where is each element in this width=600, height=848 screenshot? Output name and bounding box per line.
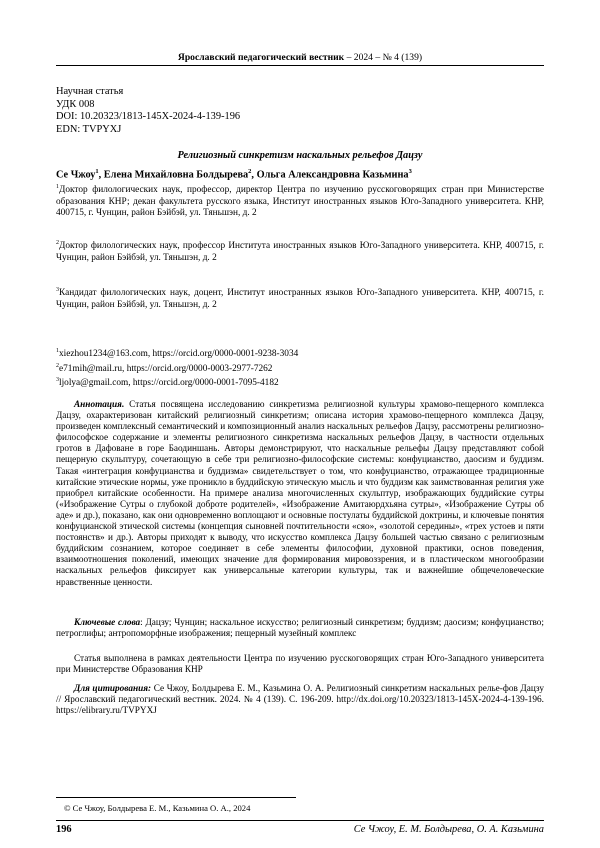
affiliation-text: Доктор филологических наук, профессор Института иностранных языков Юго-Западного университета. КНР, 400715, г. Чунцин, район Бэйбэй, ул. Тяньшэн, д. 2 [56, 241, 544, 263]
contact-superscript: 2 [56, 362, 59, 369]
author-name: Се Чжоу [56, 169, 96, 181]
affiliation-text: Доктор филологических наук, профессор, директор Центра по изучению русскоговорящих стран при Министерстве образования КНР; декан факультета русского языка, Институт иностранных языков Юго-Западного университета. КНР, 400715, г. Чунцин, район Бэйбэй, ул. Тяньшэн, д. 2 [56, 185, 544, 218]
contact-superscript: 3 [56, 377, 59, 383]
keywords [56, 618, 544, 640]
author-name: Ольга Александровна Казьмина [256, 169, 409, 181]
header-divider [56, 65, 544, 66]
footnote-divider [56, 797, 296, 798]
contact-list [56, 346, 544, 390]
author-superscript: 2 [248, 168, 252, 175]
contact-item [56, 375, 544, 390]
journal-issue: – 2024 – № 4 (139) [344, 52, 423, 63]
contact-text: e71mih@mail.ru, https://orcid.org/0000-0003-2977-7262 [59, 363, 273, 374]
affiliation-superscript: 3 [56, 287, 59, 293]
affiliation-superscript: 1 [56, 184, 59, 190]
citation [56, 684, 544, 717]
running-authors: Се Чжоу, Е. М. Болдырева, О. А. Казьмина [353, 824, 544, 835]
author-list [56, 168, 544, 180]
contact-superscript: 1 [56, 348, 59, 354]
udk-code: УДК 008 [56, 98, 95, 110]
contact-item [56, 361, 544, 376]
edn-code: EDN: TVPYXJ [56, 123, 122, 135]
author-superscript: 3 [408, 168, 412, 175]
copyright-notice: © Се Чжоу, Болдырева Е. М., Казьмина О. А., 2024 [64, 803, 251, 813]
doi-code: DOI: 10.20323/1813-145X-2024-4-139-196 [56, 111, 241, 123]
keywords-label: Ключевые слова [74, 618, 141, 628]
affiliation-item [56, 285, 544, 311]
abstract-text: Статья посвящена исследованию синкретизма религиозной культуры храмово-пещерного комплекса Дацзу, охарактеризован китайский религиозный синкретизм; описана история храмово-пещерного комплекса Дацзу, произведен комплексный семантический и композиционный анализ наскальных рельефов Дацзу, рассмотрены религиозно-философское содержание и элементы религиозного синкретизма наскальных рельефов Дацзу, в частности отдельных гротов в Дафоване в горе Баодиншань. Авторы демонстрируют, что наскальные рельефы Дацзу представляют собой пещерную скульптуру, сочетающую в себе три религиозно-философские системы: конфуцианство, даосизм и буддизм. Такая «интеграция конфуцианства и буддизма» свидетельствует о том, что конфуцианство, отражающее традиционные китайские этические нормы, уже проникло в буддийскую этическую мысль и что буддизм как заимствованная религия уже приобрел китайские особенности. На примере анализа многочисленных скульптур, изображающих буддийские сутры («Изображение Сутры о глубокой доброте родителей», «Изображение Амитаюрдхьяна сутры», «Изображение Сутры об аде» и др.), показано, как они одновременно воплощают и основные постулаты буддийской доктрины, и ключевые понятия конфуцианской этической системы (концепция сыновней почтительности «сяо», «золотой середины», «трех устоев и пяти постоянств» и др.). Авторы приходят к выводу, что искусство комплекса Дацзу большей частью связано с религиозным буддийским сознанием, которое соединяет в себе элементы философии, духовной практики, основ поведения, взаимоотношения поколений, имеющих значение для формирования мировоззрения, и в пластическом многообразии наскальных рельефов фиксирует как универсальные категории культуры, так и важнейшие общечеловеческие нравственные ценности. [56, 400, 544, 588]
affiliation-superscript: 2 [56, 240, 59, 246]
abstract [56, 400, 544, 589]
citation-text: Се Чжоу, Болдырева Е. М., Казьмина О. А. Религиозный синкретизм наскальных релье-фов Дацзу // Ярославский педагогический вестник. 2024. № 4 (139). С. 196-209. http://dx.doi.org/10.20323/1813-145X-2024-4-139-196. https://elibrary.ru/TVPYXJ [56, 684, 544, 717]
journal-name: Ярославский педагогический вестник [177, 52, 345, 63]
author-separator: , [98, 169, 104, 181]
contact-item [56, 346, 544, 361]
article-meta [56, 86, 356, 136]
abstract-label: Аннотация. [74, 400, 125, 410]
affiliation-text: Кандидат филологических наук, доцент, Институт иностранных языков Юго-Западного университета. КНР, 400715, г. Чунцин, район Бэйбэй, ул. Тяньшэн, д. 2 [56, 288, 544, 310]
affiliation-item [56, 182, 544, 219]
author-superscript: 1 [95, 168, 99, 175]
citation-label: Для цитирования: [74, 684, 152, 694]
author-name: Елена Михайловна Болдырева [103, 169, 249, 181]
contact-text: ljolya@gmail.com, https://orcid.org/0000-0001-7095-4182 [59, 378, 279, 389]
article-type: Научная статья [56, 86, 124, 97]
footer-divider [56, 820, 544, 821]
article-title: Религиозный синкретизм наскальных рельефов Дацзу [177, 150, 423, 161]
funding-note: Статья выполнена в рамках деятельности Центра по изучению русскоговорящих стран Юго-Западного университета при Министерстве Образования КНР [56, 654, 544, 676]
journal-header [56, 52, 544, 63]
author-separator: , [251, 169, 257, 181]
contact-text: xiezhou1234@163.com, https://orcid.org/0000-0001-9238-3034 [59, 349, 299, 360]
affiliation-item [56, 238, 544, 264]
page-number: 196 [56, 824, 72, 835]
keywords-text: : Дацзу; Чунцин; наскальное искусство; религиозный синкретизм; буддизм; даосизм; конфуцианство; петроглифы; антропоморфные изображения; пещерный музейный комплекс [56, 618, 544, 640]
